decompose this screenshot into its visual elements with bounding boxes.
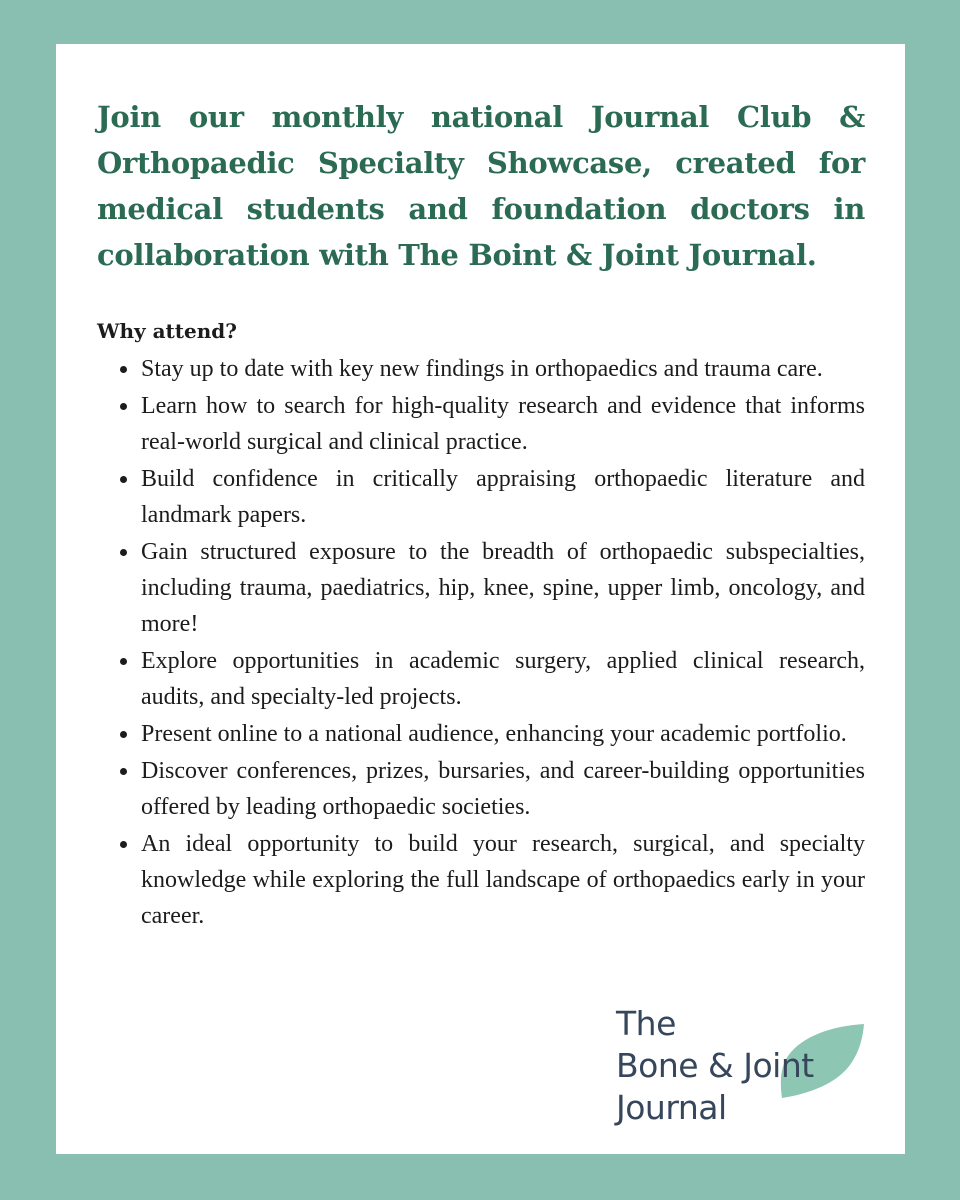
why-attend-heading: Why attend? [97,319,237,343]
bullet-icon [120,768,127,775]
logo-text-the: The [616,1004,676,1043]
logo-text-bone-joint: Bone & Joint [616,1046,814,1085]
bullet-icon [120,403,127,410]
bullet-icon [120,476,127,483]
journal-logo [616,1002,866,1132]
bullet-icon [120,658,127,665]
list-item: An ideal opportunity to build your research, surgical, and specialty knowledge while exploring the full landscape of orthopaedics early in your career. [141,826,865,934]
list-item: Gain structured exposure to the breadth of orthopaedic subspecialties, including trauma, paediatrics, hip, knee, spine, upper limb, oncology, and more! [141,534,865,642]
bullet-icon [120,549,127,556]
bullet-icon [120,841,127,848]
bullet-icon [120,731,127,738]
list-item: Explore opportunities in academic surgery, applied clinical research, audits, and specialty-led projects. [141,643,865,715]
list-item: Build confidence in critically appraising orthopaedic literature and landmark papers. [141,461,865,533]
logo-text-journal: Journal [616,1088,727,1127]
list-item: Stay up to date with key new findings in orthopaedics and trauma care. [141,351,865,387]
list-item: Present online to a national audience, enhancing your academic portfolio. [141,716,865,752]
flyer-card [56,44,905,1154]
list-item: Learn how to search for high-quality research and evidence that informs real-world surgical and clinical practice. [141,388,865,460]
reasons-list [97,351,865,935]
intro-text: Join our monthly national Journal Club & Orthopaedic Specialty Showcase, created for medical students and foundation doctors in collaboration with The Boint & Joint Journal. [97,100,865,272]
list-item: Discover conferences, prizes, bursaries, and career-building opportunities offered by leading orthopaedic societies. [141,753,865,825]
bullet-icon [120,366,127,373]
